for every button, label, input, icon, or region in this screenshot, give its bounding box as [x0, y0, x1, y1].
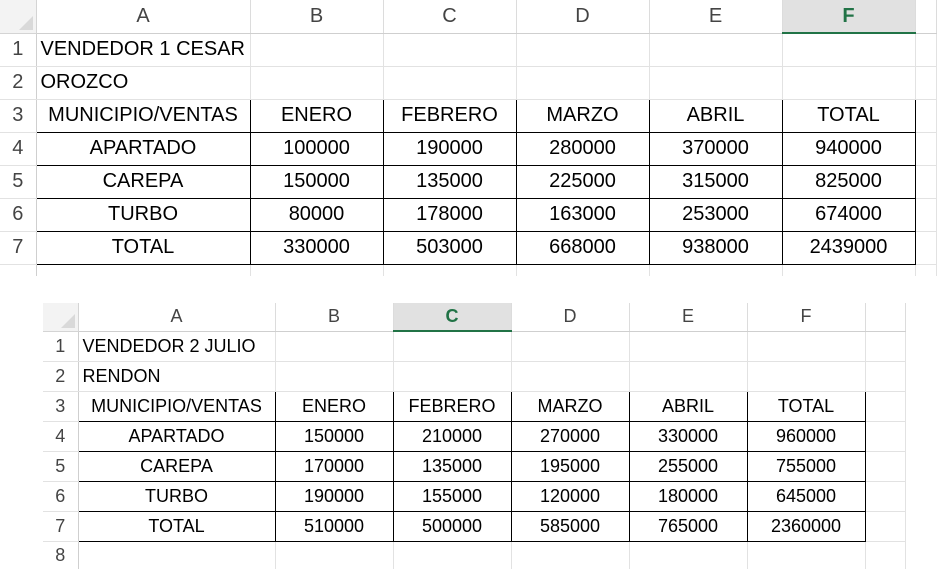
row-header-4[interactable]: 4	[43, 421, 78, 451]
cell[interactable]	[865, 361, 905, 391]
total-cell[interactable]: TOTAL	[36, 231, 250, 264]
header-cell-total[interactable]: TOTAL	[747, 391, 865, 421]
data-cell[interactable]: 270000	[511, 421, 629, 451]
row-header-4[interactable]: 4	[0, 132, 36, 165]
data-cell[interactable]: TURBO	[36, 198, 250, 231]
header-cell-marzo[interactable]: MARZO	[516, 99, 649, 132]
cell[interactable]	[782, 66, 915, 99]
header-cell-municipio[interactable]: MUNICIPIO/VENTAS	[78, 391, 275, 421]
cell[interactable]	[915, 165, 936, 198]
row-header-7[interactable]: 7	[43, 511, 78, 541]
row-header-6[interactable]: 6	[0, 198, 36, 231]
column-header-c[interactable]: C	[383, 0, 516, 33]
column-header-a[interactable]: A	[78, 303, 275, 331]
total-cell[interactable]: 500000	[393, 511, 511, 541]
cell[interactable]	[383, 66, 516, 99]
header-cell-total[interactable]: TOTAL	[782, 99, 915, 132]
cell[interactable]	[629, 361, 747, 391]
row-header-5[interactable]: 5	[0, 165, 36, 198]
data-cell[interactable]: 150000	[275, 421, 393, 451]
cell[interactable]	[250, 264, 383, 276]
cell[interactable]	[915, 99, 936, 132]
total-cell[interactable]: 668000	[516, 231, 649, 264]
row-header-6[interactable]: 6	[43, 481, 78, 511]
column-header-e[interactable]: E	[649, 0, 782, 33]
cell[interactable]	[915, 132, 936, 165]
sheet-vendedor-1	[0, 0, 937, 276]
cell[interactable]	[629, 331, 747, 361]
sheet-vendedor-2	[43, 303, 906, 569]
data-cell[interactable]: 100000	[250, 132, 383, 165]
cell[interactable]	[275, 541, 393, 569]
total-cell[interactable]: TOTAL	[78, 511, 275, 541]
cell[interactable]	[782, 264, 915, 276]
data-cell[interactable]: 255000	[629, 451, 747, 481]
cell[interactable]	[915, 198, 936, 231]
cell[interactable]	[516, 264, 649, 276]
cell[interactable]	[511, 541, 629, 569]
data-cell[interactable]: 170000	[275, 451, 393, 481]
cell[interactable]	[865, 421, 905, 451]
cell[interactable]	[511, 331, 629, 361]
total-cell[interactable]: 585000	[511, 511, 629, 541]
cell[interactable]	[250, 66, 383, 99]
cell[interactable]	[915, 231, 936, 264]
row-header-8-partial[interactable]	[0, 264, 36, 276]
cell[interactable]	[629, 541, 747, 569]
data-cell[interactable]: 940000	[782, 132, 915, 165]
data-cell[interactable]: 150000	[250, 165, 383, 198]
data-cell[interactable]: CAREPA	[36, 165, 250, 198]
cell[interactable]	[915, 66, 936, 99]
cell[interactable]	[649, 264, 782, 276]
cell[interactable]	[393, 331, 511, 361]
column-header-next	[915, 0, 936, 33]
cell[interactable]	[393, 541, 511, 569]
data-cell[interactable]: 674000	[782, 198, 915, 231]
cell[interactable]	[747, 331, 865, 361]
data-cell[interactable]: CAREPA	[78, 451, 275, 481]
cell[interactable]	[865, 391, 905, 421]
column-header-b[interactable]: B	[250, 0, 383, 33]
header-cell-enero[interactable]: ENERO	[250, 99, 383, 132]
row-header-5[interactable]: 5	[43, 451, 78, 481]
total-cell[interactable]: 2439000	[782, 231, 915, 264]
column-header-b[interactable]: B	[275, 303, 393, 331]
cell[interactable]	[275, 331, 393, 361]
cell[interactable]	[516, 33, 649, 66]
data-cell[interactable]: APARTADO	[78, 421, 275, 451]
total-cell[interactable]: 503000	[383, 231, 516, 264]
column-header-next	[865, 303, 905, 331]
select-all-corner[interactable]	[43, 303, 78, 331]
data-cell[interactable]: 155000	[393, 481, 511, 511]
data-cell[interactable]: 195000	[511, 451, 629, 481]
cell[interactable]	[865, 481, 905, 511]
data-cell[interactable]: 253000	[649, 198, 782, 231]
cell[interactable]	[383, 264, 516, 276]
title-cell-line2[interactable]: RENDON	[78, 361, 275, 391]
data-cell[interactable]: 190000	[275, 481, 393, 511]
total-cell[interactable]: 938000	[649, 231, 782, 264]
column-header-e[interactable]: E	[629, 303, 747, 331]
data-cell[interactable]: TURBO	[78, 481, 275, 511]
column-header-c-selected[interactable]: C	[393, 303, 511, 331]
total-cell[interactable]: 510000	[275, 511, 393, 541]
data-cell[interactable]: 135000	[383, 165, 516, 198]
cell[interactable]	[747, 541, 865, 569]
total-cell[interactable]: 2360000	[747, 511, 865, 541]
cell[interactable]	[782, 33, 915, 66]
data-cell[interactable]: APARTADO	[36, 132, 250, 165]
cell[interactable]	[865, 541, 905, 569]
cell[interactable]	[865, 331, 905, 361]
row-header-1[interactable]: 1	[0, 33, 36, 66]
header-cell-marzo[interactable]: MARZO	[511, 391, 629, 421]
data-cell[interactable]: 180000	[629, 481, 747, 511]
header-cell-municipio[interactable]: MUNICIPIO/VENTAS	[36, 99, 250, 132]
cell[interactable]	[250, 33, 383, 66]
data-cell[interactable]: 135000	[393, 451, 511, 481]
row-header-3[interactable]: 3	[43, 391, 78, 421]
data-cell[interactable]: 755000	[747, 451, 865, 481]
column-header-f-selected[interactable]: F	[782, 0, 915, 33]
cell[interactable]	[78, 541, 275, 569]
header-cell-abril[interactable]: ABRIL	[649, 99, 782, 132]
cell[interactable]	[511, 361, 629, 391]
row-header-2[interactable]: 2	[43, 361, 78, 391]
data-cell[interactable]: 825000	[782, 165, 915, 198]
column-header-d[interactable]: D	[511, 303, 629, 331]
cell[interactable]	[747, 361, 865, 391]
row-header-7[interactable]: 7	[0, 231, 36, 264]
column-header-a[interactable]: A	[36, 0, 250, 33]
row-header-3[interactable]: 3	[0, 99, 36, 132]
row-header-1[interactable]: 1	[43, 331, 78, 361]
data-cell[interactable]: 315000	[649, 165, 782, 198]
data-cell[interactable]: 225000	[516, 165, 649, 198]
cell[interactable]	[915, 264, 936, 276]
total-cell[interactable]: 765000	[629, 511, 747, 541]
data-cell[interactable]: 645000	[747, 481, 865, 511]
data-cell[interactable]: 163000	[516, 198, 649, 231]
select-all-corner[interactable]	[0, 0, 36, 33]
cell[interactable]	[649, 33, 782, 66]
cell[interactable]	[865, 451, 905, 481]
header-cell-enero[interactable]: ENERO	[275, 391, 393, 421]
header-cell-abril[interactable]: ABRIL	[629, 391, 747, 421]
cell[interactable]	[649, 66, 782, 99]
cell[interactable]	[915, 33, 936, 66]
data-cell[interactable]: 960000	[747, 421, 865, 451]
column-header-f[interactable]: F	[747, 303, 865, 331]
cell[interactable]	[865, 511, 905, 541]
row-header-8[interactable]: 8	[43, 541, 78, 569]
cell[interactable]	[383, 33, 516, 66]
cell[interactable]	[393, 361, 511, 391]
title-cell-line1[interactable]: VENDEDOR 2 JULIO	[78, 331, 275, 361]
row-header-2[interactable]: 2	[0, 66, 36, 99]
data-cell[interactable]: 80000	[250, 198, 383, 231]
data-cell[interactable]: 330000	[629, 421, 747, 451]
title-cell-line2[interactable]: OROZCO	[36, 66, 250, 99]
cell[interactable]	[36, 264, 250, 276]
total-cell[interactable]: 330000	[250, 231, 383, 264]
column-header-d[interactable]: D	[516, 0, 649, 33]
data-cell[interactable]: 280000	[516, 132, 649, 165]
cell[interactable]	[516, 66, 649, 99]
header-cell-febrero[interactable]: FEBRERO	[383, 99, 516, 132]
data-cell[interactable]: 190000	[383, 132, 516, 165]
data-cell[interactable]: 178000	[383, 198, 516, 231]
cell[interactable]	[275, 361, 393, 391]
data-cell[interactable]: 120000	[511, 481, 629, 511]
data-cell[interactable]: 370000	[649, 132, 782, 165]
title-cell-line1[interactable]: VENDEDOR 1 CESAR	[36, 33, 250, 66]
data-cell[interactable]: 210000	[393, 421, 511, 451]
header-cell-febrero[interactable]: FEBRERO	[393, 391, 511, 421]
